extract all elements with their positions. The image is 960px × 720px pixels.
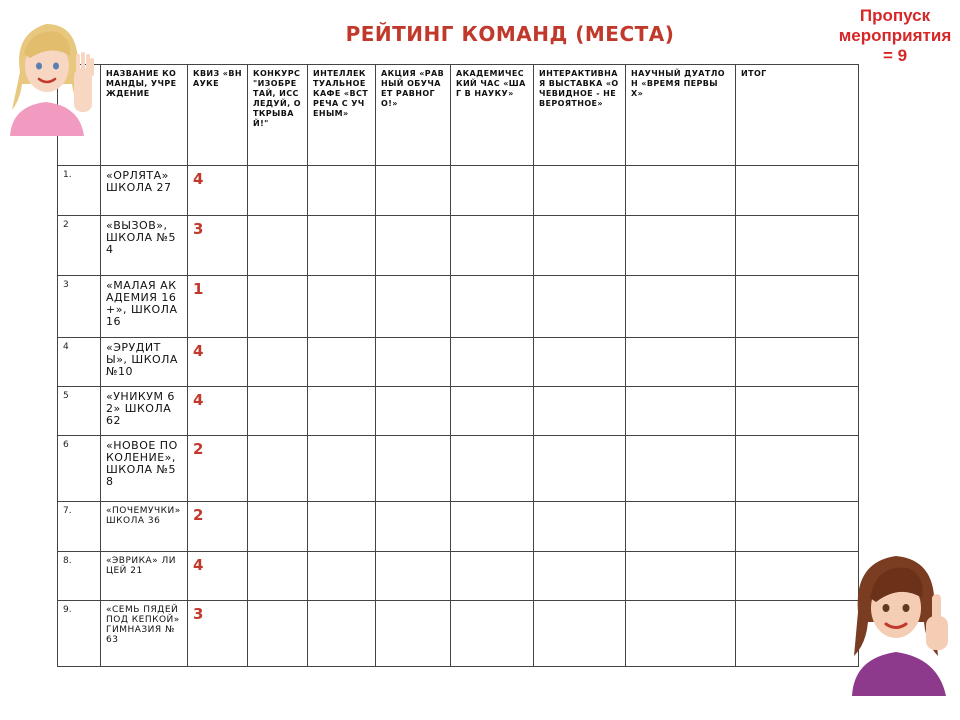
empty-cell	[248, 166, 308, 216]
skip-event-note	[830, 6, 960, 66]
empty-cell	[736, 387, 859, 436]
header-contest: КОНКУРС "ИЗОБРЕТАЙ, ИССЛЕДУЙ, ОТКРЫВАЙ!"	[248, 65, 308, 166]
row-number: 1.	[58, 166, 101, 216]
empty-cell	[534, 601, 626, 667]
team-name: «ВЫЗОВ», ШКОЛА №54	[101, 216, 188, 276]
team-name: «НОВОЕ ПОКОЛЕНИЕ», ШКОЛА №58	[101, 436, 188, 502]
empty-cell	[248, 436, 308, 502]
empty-cell	[451, 436, 534, 502]
empty-cell	[626, 216, 736, 276]
empty-cell	[626, 502, 736, 552]
table-row	[58, 436, 859, 502]
table-row	[58, 387, 859, 436]
empty-cell	[248, 502, 308, 552]
row-number: 8.	[58, 552, 101, 601]
empty-cell	[376, 166, 451, 216]
empty-cell	[248, 216, 308, 276]
empty-cell	[736, 166, 859, 216]
table-row	[58, 601, 859, 667]
row-number: 9.	[58, 601, 101, 667]
empty-cell	[451, 601, 534, 667]
empty-cell	[308, 166, 376, 216]
empty-cell	[626, 387, 736, 436]
skip-note-line2: мероприятия	[838, 26, 952, 45]
empty-cell	[626, 436, 736, 502]
empty-cell	[376, 436, 451, 502]
empty-cell	[626, 276, 736, 338]
header-cafe: ИНТЕЛЛЕКТУАЛЬНОЕ КАФЕ «ВСТРЕЧА С УЧЕНЫМ»	[308, 65, 376, 166]
empty-cell	[376, 387, 451, 436]
empty-cell	[534, 552, 626, 601]
empty-cell	[451, 338, 534, 387]
empty-cell	[308, 552, 376, 601]
rating-table	[57, 64, 859, 667]
empty-cell	[248, 387, 308, 436]
empty-cell	[534, 502, 626, 552]
team-name: «СЕМЬ ПЯДЕЙ ПОД КЕПКОЙ» ГИМНАЗИЯ № 63	[101, 601, 188, 667]
row-number: 4	[58, 338, 101, 387]
quiz-place: 4	[188, 387, 248, 436]
header-quiz: КВИЗ «ВНАУКЕ	[188, 65, 248, 166]
row-number: 7.	[58, 502, 101, 552]
quiz-place: 4	[188, 166, 248, 216]
empty-cell	[308, 436, 376, 502]
empty-cell	[534, 276, 626, 338]
row-number: 6	[58, 436, 101, 502]
empty-cell	[736, 338, 859, 387]
team-name: «ОРЛЯТА» ШКОЛА 27	[101, 166, 188, 216]
empty-cell	[736, 276, 859, 338]
table-row	[58, 502, 859, 552]
empty-cell	[451, 276, 534, 338]
empty-cell	[376, 552, 451, 601]
empty-cell	[248, 338, 308, 387]
empty-cell	[376, 216, 451, 276]
empty-cell	[626, 338, 736, 387]
team-name: «ЭРУДИТЫ», ШКОЛА №10	[101, 338, 188, 387]
empty-cell	[248, 601, 308, 667]
empty-cell	[534, 216, 626, 276]
empty-cell	[626, 601, 736, 667]
team-name: «ЭВРИКА» ЛИЦЕЙ 21	[101, 552, 188, 601]
woman-thumbs-up-icon	[846, 546, 954, 696]
empty-cell	[248, 552, 308, 601]
empty-cell	[534, 387, 626, 436]
row-number: 2	[58, 216, 101, 276]
row-number: 5	[58, 387, 101, 436]
team-name: «УНИКУМ 62» ШКОЛА 62	[101, 387, 188, 436]
empty-cell	[451, 552, 534, 601]
woman-waving-icon	[0, 14, 104, 136]
empty-cell	[308, 276, 376, 338]
empty-cell	[376, 276, 451, 338]
empty-cell	[451, 216, 534, 276]
header-total: ИТОГ	[736, 65, 859, 166]
quiz-place: 2	[188, 436, 248, 502]
table-row	[58, 276, 859, 338]
header-duathlon: НАУЧНЫЙ ДУАТЛОН «ВРЕМЯ ПЕРВЫХ»	[626, 65, 736, 166]
table-row	[58, 216, 859, 276]
header-exhibition: ИНТЕРАКТИВНАЯ ВЫСТАВКА «ОЧЕВИДНОЕ - НЕВЕРОЯТНОЕ»	[534, 65, 626, 166]
skip-note-line3: = 9	[882, 46, 908, 65]
table-row	[58, 166, 859, 216]
empty-cell	[376, 601, 451, 667]
quiz-place: 2	[188, 502, 248, 552]
empty-cell	[534, 338, 626, 387]
empty-cell	[451, 166, 534, 216]
quiz-place: 3	[188, 216, 248, 276]
table-row	[58, 552, 859, 601]
header-peer-action: АКЦИЯ «РАВНЫЙ ОБУЧАЕТ РАВНОГО!»	[376, 65, 451, 166]
empty-cell	[736, 601, 859, 667]
row-number: 3	[58, 276, 101, 338]
quiz-place: 4	[188, 552, 248, 601]
quiz-place: 1	[188, 276, 248, 338]
empty-cell	[451, 502, 534, 552]
page-title: РЕЙТИНГ КОМАНД (МЕСТА)	[345, 22, 675, 46]
empty-cell	[451, 387, 534, 436]
quiz-place: 4	[188, 338, 248, 387]
empty-cell	[376, 338, 451, 387]
empty-cell	[308, 216, 376, 276]
header-academic-hour: АКАДЕМИЧЕСКИЙ ЧАС «ШАГ В НАУКУ»	[451, 65, 534, 166]
empty-cell	[736, 502, 859, 552]
empty-cell	[308, 502, 376, 552]
empty-cell	[534, 436, 626, 502]
empty-cell	[308, 338, 376, 387]
empty-cell	[248, 276, 308, 338]
header-team: НАЗВАНИЕ КОМАНДЫ, УЧРЕЖДЕНИЕ	[101, 65, 188, 166]
empty-cell	[736, 552, 859, 601]
empty-cell	[626, 552, 736, 601]
empty-cell	[376, 502, 451, 552]
empty-cell	[308, 601, 376, 667]
empty-cell	[736, 216, 859, 276]
skip-note-line1: Пропуск	[859, 6, 931, 25]
header-row	[58, 65, 859, 166]
empty-cell	[736, 436, 859, 502]
empty-cell	[534, 166, 626, 216]
empty-cell	[626, 166, 736, 216]
empty-cell	[308, 387, 376, 436]
table-row	[58, 338, 859, 387]
team-name: «МАЛАЯ АКАДЕМИЯ 16+», ШКОЛА 16	[101, 276, 188, 338]
quiz-place: 3	[188, 601, 248, 667]
team-name: «ПОЧЕМУЧКИ» ШКОЛА 36	[101, 502, 188, 552]
